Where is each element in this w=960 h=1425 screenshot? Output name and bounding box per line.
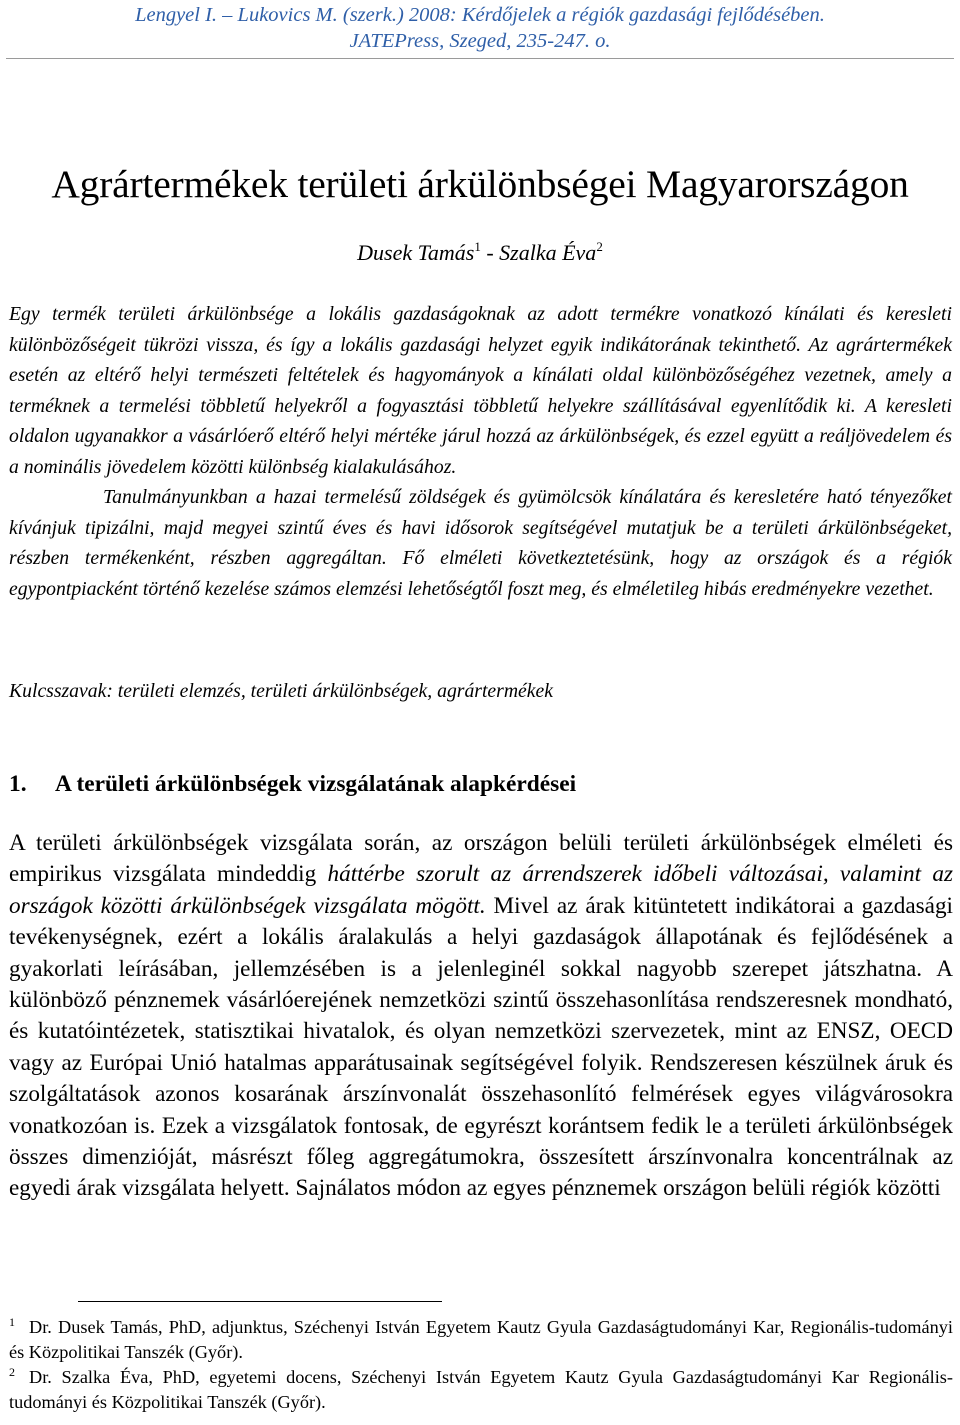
author-2: Szalka Éva xyxy=(499,240,597,265)
footnote-1 xyxy=(9,1315,953,1365)
section-heading xyxy=(9,766,952,802)
paper-title: Agrártermékek területi árkülönbségei Magyarországon xyxy=(51,162,909,206)
footnote-2 xyxy=(9,1365,953,1415)
abstract xyxy=(9,299,952,604)
author-1-footnote-mark: 1 xyxy=(474,239,481,254)
author-1: Dusek Tamás xyxy=(357,240,475,265)
body-italic-emphasis: háttérbe szorult az árrendszerek időbeli változásai, valamint az országok közötti árkülönbségek vizsgálata mögött. xyxy=(9,861,953,919)
author-line xyxy=(0,236,960,270)
body-text-start: A területi árkülönbségek vizsgálata során, az országon belüli területi árkülönbségek elméleti és empirikus vizsgálata mindeddig xyxy=(9,830,953,888)
footnotes xyxy=(9,1315,953,1415)
body-paragraph xyxy=(9,828,953,1205)
body-text-rest: Mivel az árak kitüntetett indikátorai a gazdasági tevékenységnek, ezért a lokális áralakulás a helyi gazdaságok állapotának és fejlődésének a gyakorlati leírásában, jellemzésében is a jelenleginél sokkal nagyobb szerepet játszhatna. A különböző pénznemek vásárlóerejének nemzetközi szintű összehasonlítása rendszeresnek mondható, és kutatóintézetek, statisztikai hivatalok, és olyan nemzetközi szervezetek, mint az ENSZ, OECD vagy az Európai Unió hatalmas apparátusainak segítségével folyik. Rendszeresen készülnek áruk és szolgáltatások azonos kosarának árszínvonalát összehasonlító felmérések egyes világvárosokra vonatkozóan is. Ezek a vizsgálatok fontosak, de egyrészt korántsem fedik le a területi árkülönbségek összes dimenzióját, másrészt főleg aggregátumokra, összesített árszínvonalra koncentrálnak az egyedi árak vizsgálata helyett. Sajnálatos módon az egyes pénznemek országon belüli régiók közötti xyxy=(9,892,953,1202)
citation-line-1: Lengyel I. – Lukovics M. (szerk.) 2008: Kérdőjelek a régiók gazdasági fejlődésében. xyxy=(135,4,825,26)
author-2-footnote-mark: 2 xyxy=(596,239,603,254)
keywords: Kulcsszavak: területi elemzés, területi árkülönbségek, agrártermékek xyxy=(9,680,553,702)
author-separator: - xyxy=(480,240,500,265)
footnote-1-mark: 1 xyxy=(9,1315,15,1329)
section-number: 1. xyxy=(9,771,27,797)
citation-line-2: JATEPress, Szeged, 235-247. o. xyxy=(349,30,611,52)
citation-header xyxy=(0,2,960,54)
section-title-text: A területi árkülönbségek vizsgálatának alapkérdései xyxy=(55,771,577,797)
footnote-2-mark: 2 xyxy=(9,1365,15,1379)
footnote-1-text: Dr. Dusek Tamás, PhD, adjunktus, Széchenyi István Egyetem Kautz Gyula Gazdaságtudományi Kar, Regionális-tudományi és Közpolitikai Tanszék (Győr). xyxy=(9,1317,953,1362)
abstract-paragraph-2: Tanulmányunkban a hazai termelésű zöldségek és gyümölcsök kínálatára és keresletére ható tényezőket kívánjuk tipizálni, majd megyei szintű éves és havi idősorok segítségével mutatjuk be a területi árkülönbségeket, részben termékenként, részben aggregáltan. Fő elméleti következtetésünk, hogy az országok és a régiók egypontpiacként történő kezelése számos elemzési lehetőségtől foszt meg, és elméletileg hibás eredményekre vezethet. xyxy=(9,486,952,600)
footnote-2-text: Dr. Szalka Éva, PhD, egyetemi docens, Széchenyi István Egyetem Kautz Gyula Gazdaságtudományi Kar Regionális-tudományi és Közpolitikai Tanszék (Győr). xyxy=(9,1367,953,1412)
footnote-divider xyxy=(78,1301,442,1302)
body-text xyxy=(9,828,953,1205)
abstract-paragraph-1: Egy termék területi árkülönbsége a lokális gazdaságoknak az adott termékre vonatkozó kínálati és keresleti különbözőségeit tükrözi vissza, és így a lokális gazdasági helyzet egyik indikátorának tekinthető. Az agrártermékek esetén az eltérő helyi természeti feltételek és hagyományok a kínálati oldal különbözőségéhez vezetnek, amely a terméknek a termelési többletű helyekről a fogyasztási többletű helyekre szállításával egyenlítődik ki. A keresleti oldalon ugyanakkor a vásárlóerő eltérő helyi mértéke járul hozzá az árkülönbségek, és ezzel együtt a reáljövedelem és a nominális jövedelem közötti különbség kialakulásához. xyxy=(9,303,952,478)
header-divider xyxy=(6,58,954,59)
